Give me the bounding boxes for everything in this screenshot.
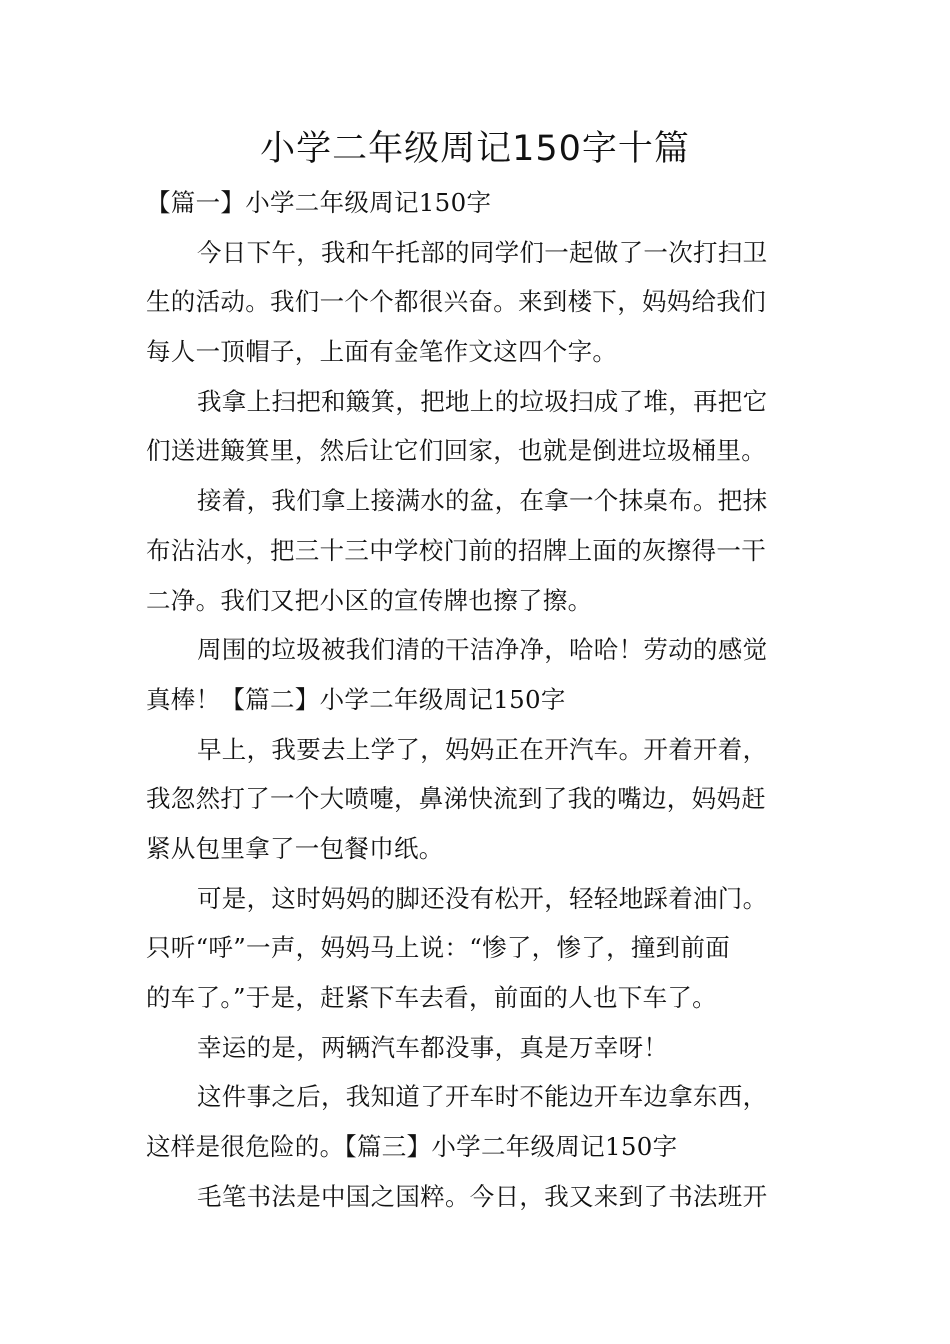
text-line: 布沾沾水，把三十三中学校门前的招牌上面的灰擦得一干: [146, 535, 766, 565]
text-line: 二净。我们又把小区的宣传牌也擦了擦。: [146, 585, 593, 615]
text-line: 周围的垃圾被我们清的干洁净净，哈哈！劳动的感觉: [197, 635, 768, 665]
text-line: 我拿上扫把和簸箕，把地上的垃圾扫成了堆，再把它: [197, 386, 768, 416]
text-line: 【篇一】小学二年级周记150字: [146, 188, 492, 217]
text-line: 每人一顶帽子，上面有金笔作文这四个字。: [146, 337, 618, 367]
text-line: 们送进簸箕里，然后让它们回家，也就是倒进垃圾桶里。: [146, 436, 766, 466]
text-line: 毛笔书法是中国之国粹。今日，我又来到了书法班开: [197, 1181, 768, 1211]
text-line: 只听“呼”一声，妈妈马上说：“惨了，惨了，撞到前面: [146, 933, 731, 963]
text-line: 今日下午，我和午托部的同学们一起做了一次打扫卫: [197, 237, 768, 267]
text-line: 可是，这时妈妈的脚还没有松开，轻轻地踩着油门。: [197, 883, 768, 913]
text-line: 生的活动。我们一个个都很兴奋。来到楼下，妈妈给我们: [146, 287, 766, 317]
text-line: 真棒！【篇二】小学二年级周记150字: [146, 684, 566, 714]
text-line: 接着，我们拿上接满水的盆，在拿一个抹桌布。把抹: [197, 486, 768, 516]
document-title: 小学二年级周记150字十篇: [260, 129, 690, 169]
text-line: 早上，我要去上学了，妈妈正在开汽车。开着开着，: [197, 734, 768, 764]
text-line: 这样是很危险的。【篇三】小学二年级周记150字: [146, 1132, 678, 1162]
text-line: 紧从包里拿了一包餐巾纸。: [146, 833, 444, 863]
text-line: 我忽然打了一个大喷嚏，鼻涕快流到了我的嘴边，妈妈赶: [146, 784, 766, 814]
text-line: 幸运的是，两辆汽车都没事，真是万幸呀！: [197, 1032, 669, 1062]
text-line: 的车了。”于是，赶紧下车去看，前面的人也下车了。: [146, 983, 717, 1012]
document-body: [146, 178, 808, 1221]
text-line: 这件事之后，我知道了开车时不能边开车边拿东西，: [197, 1082, 768, 1112]
